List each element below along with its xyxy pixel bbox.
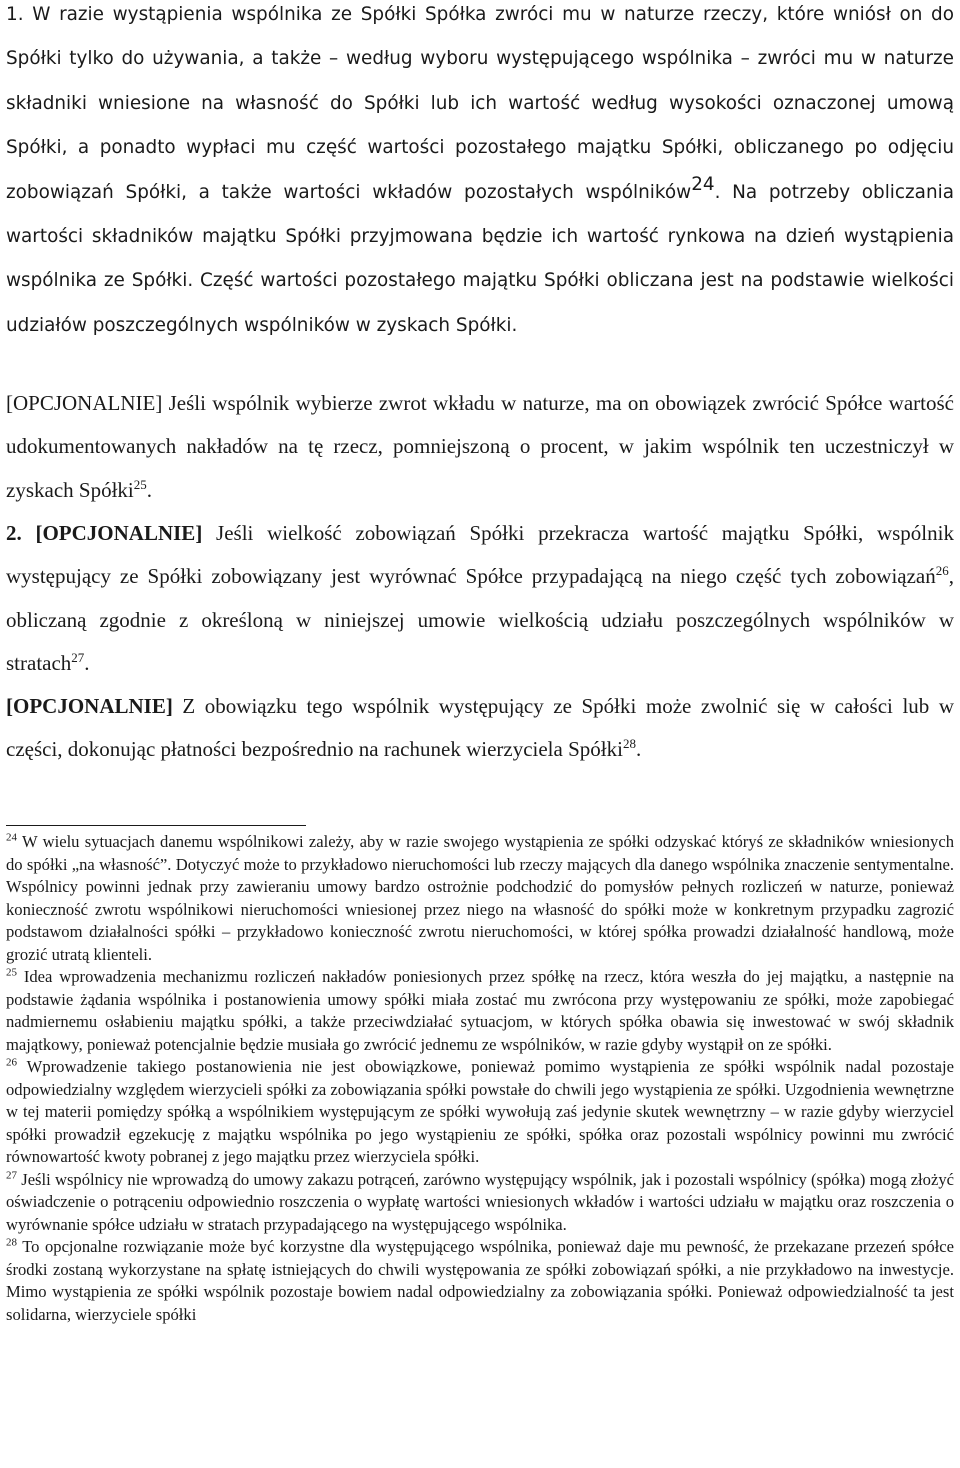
footnotes: [6, 831, 954, 1326]
footnote-25: [6, 966, 954, 1056]
footnote-ref-24[interactable]: 24: [691, 173, 715, 195]
footnote-27: [6, 1169, 954, 1237]
footnote-ref-27[interactable]: 27: [71, 650, 85, 666]
optional-label: [OPCJONALNIE]: [21, 521, 203, 545]
paragraph-2-end: .: [146, 477, 152, 502]
paragraph-3-end: .: [84, 651, 90, 676]
footnote-text: W wielu sytuacjach danemu wspólnikowi zależy, aby w razie swojego wystąpienia ze spółki odzyskać któryś ze składników wniesionych do spółki „na własność”. Dotyczyć może to przykładowo nieruchomości lub rzeczy mających dla danego wspólnika znaczenie sentymentalne. Wspólnicy powinni jednak przy zawieraniu umowy bardzo ostrożnie podchodzić do pomysłów pełnych rozliczeń w naturze, ponieważ konieczność zwrotu wspólnikowi nieruchomości wniesionej przez niego na własność do spółki może w konkretnym przypadku zagrozić podstawom działalności spółki – przykładowo konieczność zwrotu nieruchomości, w której spółka prowadzi działalność handlową, może grozić utratą klienteli.: [6, 832, 954, 964]
paragraph-3-text-a: Jeśli wielkość zobowiązań Spółki przekracza wartość majątku Spółki, wspólnik występujący ze Spółki zobowiązany jest wyrównać Spółce przypadającą na niego część tych zobowiązań: [6, 521, 954, 589]
footnote-ref-26[interactable]: 26: [935, 563, 949, 579]
optional-label: [OPCJONALNIE]: [6, 694, 173, 718]
paragraph-1-text: 1. W razie wystąpienia wspólnika ze Spółki Spółka zwróci mu w naturze rzeczy, które wniósł on do Spółki tylko do używania, a także – według wyboru występującego wspólnika – zwróci mu w naturze składniki wniesione na własność do Spółki lub ich wartość według wysokości oznaczonej umową Spółki, a ponadto wypłaci mu część wartości pozostałego majątku Spółki, obliczanego po odjęciu zobowiązań Spółki, a także wartości wkładów pozostałych wspólników: [6, 4, 954, 203]
section-number: 2.: [6, 521, 22, 545]
paragraph-3: [6, 512, 954, 686]
footnote-number: 25: [6, 966, 17, 979]
footnote-separator: [6, 825, 306, 826]
footnote-28: [6, 1236, 954, 1326]
footnote-number: 26: [6, 1056, 17, 1069]
paragraph-1: [6, 0, 954, 347]
footnote-ref-25[interactable]: 25: [133, 476, 147, 492]
footnote-ref-28[interactable]: 28: [622, 736, 636, 752]
paragraph-2-text: Jeśli wspólnik wybierze zwrot wkładu w naturze, ma on obowiązek zwrócić Spółce wartość udokumentowanych nakładów na tę rzecz, pomniejszoną o procent, w jakim wspólnik ten uczestniczył w zyskach Spółki: [6, 391, 954, 502]
footnote-number: 28: [6, 1236, 17, 1249]
paragraph-4-text: Z obowiązku tego wspólnik występujący ze Spółki może zwolnić się w całości lub w części, dokonując płatności bezpośrednio na rachunek wierzyciela Spółki: [6, 694, 954, 762]
paragraph-3-text-b: , obliczaną zgodnie z określoną w niniejszej umowie wielkością udziału poszczególnych wspólników w stratach: [6, 564, 954, 676]
footnote-number: 27: [6, 1168, 17, 1181]
paragraph-4-end: .: [635, 737, 642, 762]
paragraph-1-serif-tail: Część wartości pozostałego majątku Spółki obliczana jest na podstawie wielkości udziałów poszczególnych wspólników w zyskach Spółki.: [6, 270, 954, 336]
paragraph-4: [6, 685, 954, 772]
footnote-text: To opcjonalne rozwiązanie może być korzystne dla występującego wspólnika, ponieważ daje mu pewność, że przekazane przezeń spółce środki zostaną wykorzystane na spłatę istniejących do chwili występowania ze spółki zobowiązań spółki, a nie przykładowo na inwestycje. Mimo wystąpienia ze spółki wspólnik pozostaje bowiem nadal odpowiedzialny za zobowiązania spółki. Ponieważ odpowiedzialność ta jest solidarna, wierzyciele spółki: [6, 1237, 954, 1324]
footnote-text: Idea wprowadzenia mechanizmu rozliczeń nakładów poniesionych przez spółkę na rzecz, która weszła do jej majątku, a następnie na podstawie żądania wspólnika i postanowienia umowy spółki miała zostać mu zwrócona przy występowaniu ze spółki, może zapobiegać nadmiernemu osłabieniu majątku spółki, a także przeciwdziałać sytuacjom, w których spółka obawia się inwestować w swój składnik majątkowy, ponieważ potencjalnie będzie musiała go zwrócić jednemu ze wspólników, w razie gdyby wystąpił on ze spółki.: [6, 967, 954, 1054]
paragraph-1-text-tail: . Na potrzeby obliczania wartości składników majątku Spółki przyjmowana będzie ich wartość rynkowa na dzień wystąpienia wspólnika ze Spółki.: [6, 181, 954, 292]
optional-label: [OPCJONALNIE]: [6, 391, 163, 415]
footnote-text: Wprowadzenie takiego postanowienia nie jest obowiązkowe, ponieważ pomimo wystąpienia ze spółki wspólnik nadal pozostaje odpowiedzialny względem wierzycieli spółki za zobowiązania spółki powstałe do chwili jego wystąpienia ze spółki. Uzgodnienia wewnętrzne w tej materii pomiędzy spółką a wspólnikiem występującym ze spółki wywołują zaś jedynie skutek wewnętrzny – w razie gdyby wierzyciel spółki prowadził egzekucję z majątku wspólnika po jego wystąpieniu ze spółki, spółka oraz pozostali wspólnicy powinni mu zwrócić równowartość kwoty pobranej z jego majątku przez wierzyciela spółki.: [6, 1057, 954, 1166]
paragraph-2: [6, 382, 954, 512]
footnote-number: 24: [6, 831, 17, 844]
footnote-text: Jeśli wspólnicy nie wprowadzą do umowy zakazu potrąceń, zarówno występujący wspólnik, jak i pozostali wspólnicy (spółka) mogą złożyć oświadczenie o potrąceniu odpowiednio roszczenia o wypłatę wartości wniesionych wkładów i wartości udziału w majątku oraz roszczenia o wyrównanie spółce udziału w stratach przypadającego na występującego wspólnika.: [6, 1169, 954, 1234]
footnote-26: [6, 1056, 954, 1169]
footnote-24: [6, 831, 954, 966]
